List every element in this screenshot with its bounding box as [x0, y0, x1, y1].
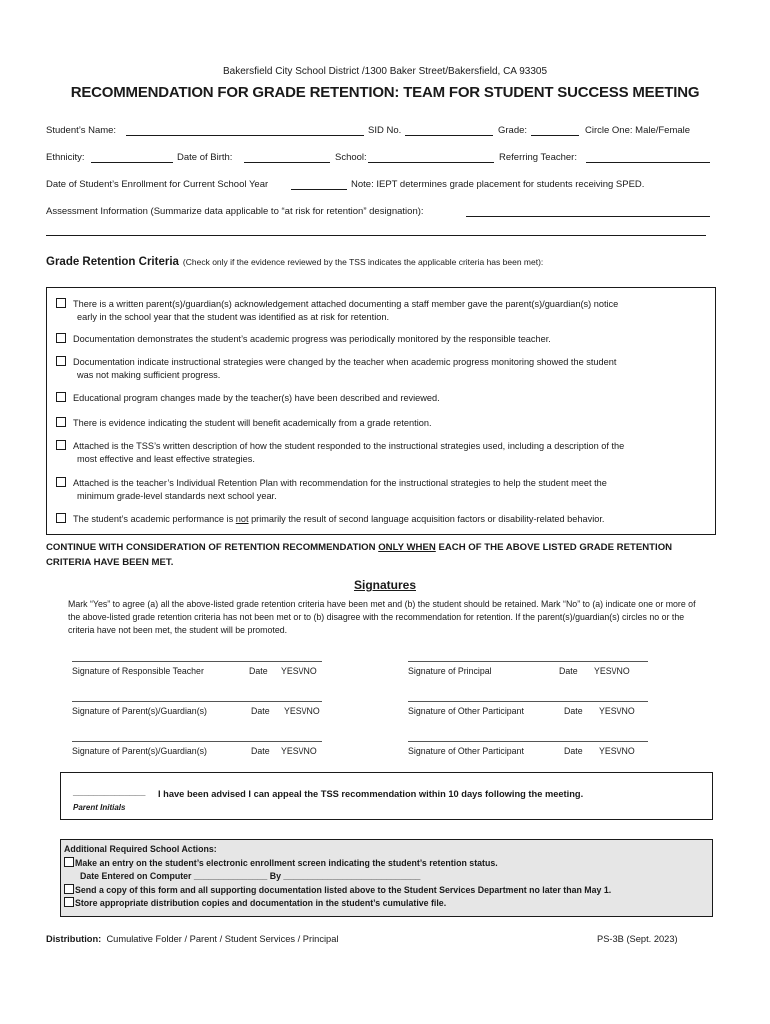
- student-name-label: Student’s Name:: [46, 125, 117, 136]
- action-item: [64, 857, 498, 868]
- checkbox[interactable]: [56, 392, 66, 402]
- distribution-label: Distribution:: [46, 934, 102, 944]
- continue-notice: [46, 540, 706, 570]
- iept-note: Note: IEPT determines grade placement for students receiving SPED.: [351, 179, 645, 190]
- distribution-line: [46, 934, 338, 944]
- sid-label: SID No.: [368, 125, 402, 136]
- checkbox[interactable]: [64, 884, 74, 894]
- principal-signature-line[interactable]: [408, 661, 648, 662]
- criteria-heading-note: (Check only if the evidence reviewed by the TSS indicates the applicable criteria has been met):: [182, 257, 544, 267]
- yes-no-choice[interactable]: YES\/NO: [599, 746, 635, 756]
- school-label: School:: [335, 152, 367, 163]
- date-label: Date: [559, 666, 578, 676]
- distribution-text: Cumulative Folder / Parent / Student Services / Principal: [106, 934, 339, 944]
- checkbox[interactable]: [56, 513, 66, 523]
- criteria-text: Documentation demonstrates the student’s academic progress was periodically monitored by the responsible teacher.: [73, 334, 551, 344]
- parent-initials-field[interactable]: ______________: [73, 787, 146, 797]
- sid-field[interactable]: [405, 135, 493, 136]
- criteria-item: [56, 477, 708, 503]
- checkbox[interactable]: [56, 356, 66, 366]
- continue-notice-end: EACH OF THE ABOVE LISTED GRADE RETENTION CRITERIA HAVE BEEN MET.: [46, 542, 673, 568]
- criteria-item: [56, 440, 708, 466]
- criteria-item: [56, 333, 708, 346]
- participant-signature-line[interactable]: [408, 701, 648, 702]
- gender-label: Circle One: Male/Female: [585, 125, 691, 136]
- teacher-signature-label: Signature of Responsible Teacher: [72, 666, 204, 676]
- checkbox[interactable]: [56, 417, 66, 427]
- action-text: Store appropriate distribution copies and documentation in the student’s cumulative file.: [75, 898, 447, 908]
- criteria-text-emphasis: not: [235, 514, 249, 524]
- parent-signature-line[interactable]: [72, 701, 322, 702]
- parent-initials-label: Parent Initials: [73, 803, 126, 812]
- action-text: Make an entry on the student’s electronic enrollment screen indicating the student’s retention status.: [75, 858, 498, 868]
- criteria-item: [56, 392, 708, 405]
- criteria-text: The student’s academic performance is: [73, 514, 236, 524]
- criteria-text: There is evidence indicating the student will benefit academically from a grade retention.: [73, 418, 432, 428]
- enrollment-date-field[interactable]: [291, 189, 347, 190]
- checkbox[interactable]: [56, 333, 66, 343]
- participant-signature-line[interactable]: [408, 741, 648, 742]
- criteria-text: Attached is the TSS’s written description of how the student responded to the instructional strategies used, including a description of the: [73, 441, 625, 451]
- continue-notice-emphasis: ONLY WHEN: [378, 542, 436, 553]
- criteria-text: Educational program changes made by the teacher(s) have been described and reviewed.: [73, 393, 440, 403]
- checkbox[interactable]: [64, 857, 74, 867]
- appeal-notice: I have been advised I can appeal the TSS recommendation within 10 days following the meeting.: [158, 789, 584, 799]
- ethnicity-label: Ethnicity:: [46, 152, 85, 163]
- date-label: Date: [251, 706, 270, 716]
- parent-signature-label: Signature of Parent(s)/Guardian(s): [72, 746, 207, 756]
- parent-signature-label: Signature of Parent(s)/Guardian(s): [72, 706, 207, 716]
- referring-teacher-field[interactable]: [586, 162, 710, 163]
- assessment-field[interactable]: [466, 216, 710, 217]
- criteria-text-cont: was not making sufficient progress.: [77, 370, 221, 380]
- yes-no-choice[interactable]: YES\/NO: [281, 666, 317, 676]
- criteria-text-end: primarily the result of second language acquisition factors or disability-related behavior.: [248, 514, 605, 524]
- school-field[interactable]: [368, 162, 494, 163]
- criteria-item: [56, 356, 708, 382]
- criteria-text-cont: early in the school year that the student was identified as at risk for retention.: [77, 312, 390, 322]
- participant-signature-label: Signature of Other Participant: [408, 706, 524, 716]
- form-id: PS-3B (Sept. 2023): [597, 934, 678, 944]
- action-text: Send a copy of this form and all supporting documentation listed above to the Student Services Department no later than May 1.: [75, 885, 612, 895]
- criteria-heading: [46, 256, 543, 268]
- form-title: RECOMMENDATION FOR GRADE RETENTION: TEAM FOR STUDENT SUCCESS MEETING: [70, 84, 700, 101]
- assessment-label: Assessment Information (Summarize data applicable to “at risk for retention” designation):: [46, 206, 424, 217]
- grade-label: Grade:: [498, 125, 528, 136]
- principal-signature-label: Signature of Principal: [408, 666, 492, 676]
- criteria-text: Attached is the teacher’s Individual Retention Plan with recommendation for the instructional strategies to help the student meet the: [73, 478, 607, 488]
- signatures-instructions: Mark “Yes” to agree (a) all the above-listed grade retention criteria have been met and (b) the student should be retained. Mark “No” to (a) indicate one or more of the above-listed grade retention criteria has not been met or to (b) disagree with the recommendation for retention. If the parent(s)/guardian(s) circles no or the criteria have not been met, the student will be promoted.: [68, 599, 696, 635]
- checkbox[interactable]: [56, 298, 66, 308]
- criteria-item: [56, 417, 708, 430]
- criteria-text-cont: minimum grade-level standards next school year.: [77, 491, 277, 501]
- criteria-item: [56, 298, 708, 324]
- yes-no-choice[interactable]: YES\/NO: [599, 706, 635, 716]
- continue-notice-text: CONTINUE WITH CONSIDERATION OF RETENTION RECOMMENDATION: [46, 542, 379, 553]
- yes-no-choice[interactable]: YES\/NO: [281, 746, 317, 756]
- dob-label: Date of Birth:: [177, 152, 233, 163]
- district-address: Bakersfield City School District /1300 Baker Street/Bakersfield, CA 93305: [222, 66, 548, 77]
- action-item: [64, 884, 611, 895]
- signatures-heading: Signatures: [353, 578, 416, 592]
- date-label: Date: [564, 706, 583, 716]
- parent-signature-line[interactable]: [72, 741, 322, 742]
- ethnicity-field[interactable]: [91, 162, 173, 163]
- criteria-heading-text: Grade Retention Criteria: [46, 256, 179, 268]
- dob-field[interactable]: [244, 162, 330, 163]
- date-entered-line[interactable]: Date Entered on Computer _______________ By ____________________________: [80, 871, 421, 881]
- checkbox[interactable]: [56, 440, 66, 450]
- action-item: [64, 897, 446, 908]
- actions-heading: Additional Required School Actions:: [64, 844, 217, 854]
- criteria-item: [56, 513, 708, 526]
- teacher-signature-line[interactable]: [72, 661, 322, 662]
- criteria-text: There is a written parent(s)/guardian(s) acknowledgement attached documenting a staff member gave the parent(s)/guardian(s) notice: [73, 299, 619, 309]
- participant-signature-label: Signature of Other Participant: [408, 746, 524, 756]
- grade-field[interactable]: [531, 135, 579, 136]
- checkbox[interactable]: [64, 897, 74, 907]
- yes-no-choice[interactable]: YES\/NO: [594, 666, 630, 676]
- referring-teacher-label: Referring Teacher:: [499, 152, 577, 163]
- assessment-field-line2[interactable]: [46, 235, 706, 236]
- student-name-field[interactable]: [126, 135, 364, 136]
- enrollment-date-label: Date of Student’s Enrollment for Current School Year: [46, 179, 269, 190]
- checkbox[interactable]: [56, 477, 66, 487]
- date-label: Date: [251, 746, 270, 756]
- criteria-text-cont: most effective and least effective strategies.: [77, 454, 255, 464]
- criteria-text: Documentation indicate instructional strategies were changed by the teacher when academic progress monitoring showed the student: [73, 357, 617, 367]
- date-label: Date: [564, 746, 583, 756]
- date-label: Date: [249, 666, 268, 676]
- yes-no-choice[interactable]: YES\/NO: [284, 706, 320, 716]
